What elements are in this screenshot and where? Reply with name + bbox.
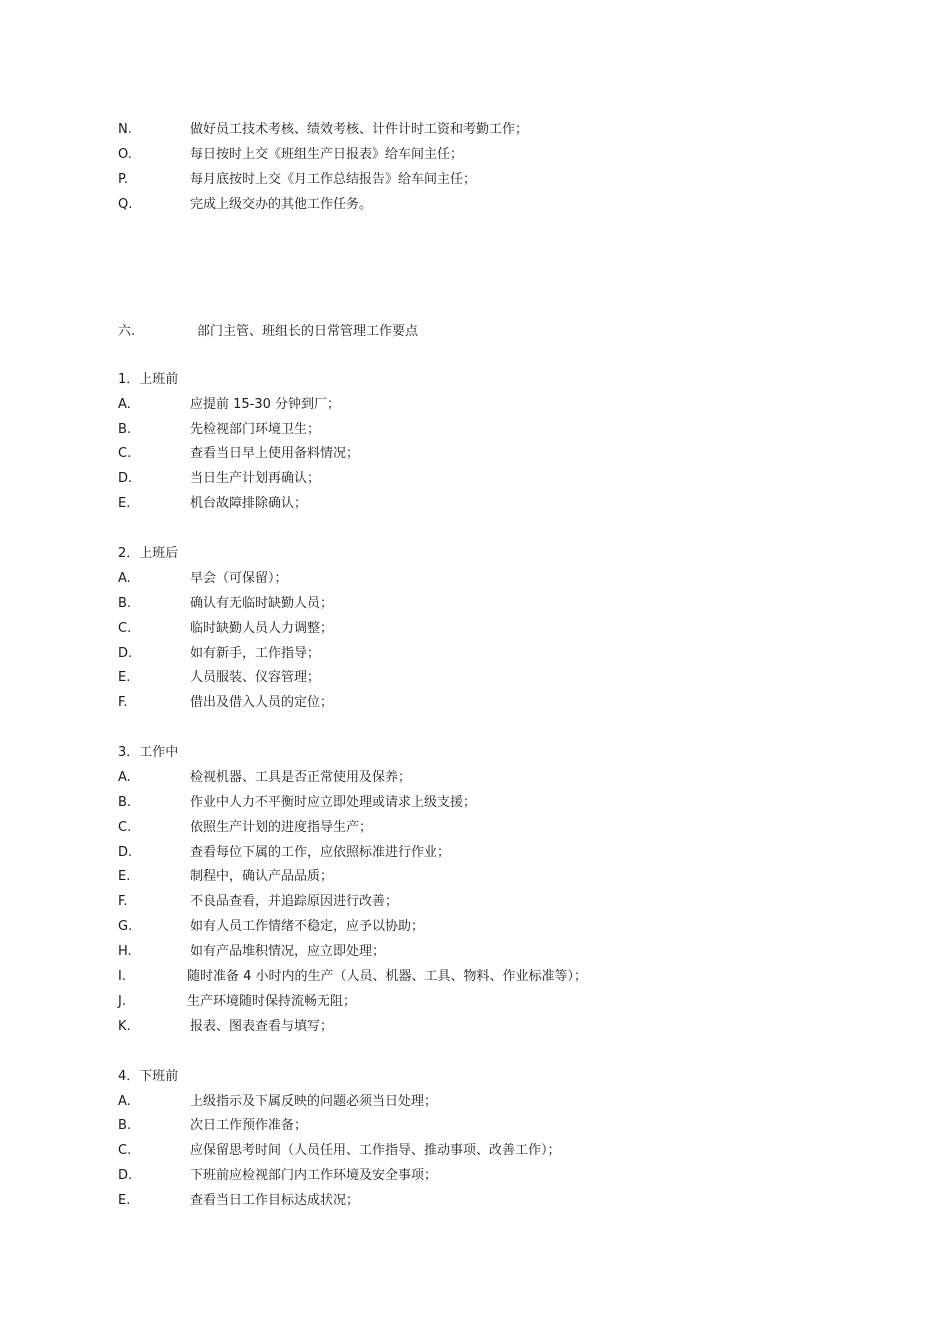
list-item: [118, 468, 320, 490]
list-item: [118, 1190, 359, 1212]
item-label: B.: [118, 795, 132, 810]
group-title: 3．工作中: [118, 745, 179, 760]
item-text: 临时缺勤人员人力调整；: [190, 621, 334, 636]
list-item: [118, 1091, 437, 1113]
list-item: [118, 394, 340, 416]
item-label: C.: [118, 820, 132, 835]
item-label: B.: [118, 422, 132, 437]
list-item: [118, 493, 307, 515]
item-label: J.: [118, 994, 126, 1009]
group-title: 4．下班前: [118, 1069, 179, 1084]
item-label: C.: [118, 446, 132, 461]
item-text: 作业中人力不平衡时应立即处理或请求上级支援；: [190, 795, 477, 810]
item-text: 做好员工技术考核、绩效考核、计件计时工资和考勤工作；: [190, 122, 529, 137]
list-item: [118, 817, 372, 839]
list-item: [118, 941, 385, 963]
list-item: [118, 667, 320, 689]
item-label: A.: [118, 770, 131, 785]
list-item: [118, 692, 333, 714]
item-label: B.: [118, 1118, 132, 1133]
list-item: [118, 194, 372, 216]
item-text: 人员服装、仪容管理；: [190, 670, 321, 685]
list-item: [118, 1016, 333, 1038]
item-label: D.: [118, 646, 133, 661]
item-text: 查看当日工作目标达成状况；: [190, 1193, 360, 1208]
item-label: K.: [118, 1019, 131, 1034]
item-label: D.: [118, 471, 133, 486]
item-text: 确认有无临时缺勤人员；: [190, 596, 334, 611]
item-text: 如有产品堆积情况，应立即处理；: [190, 944, 386, 959]
item-label: G.: [118, 919, 133, 934]
group-title: 2．上班后: [118, 546, 179, 561]
list-item: [118, 991, 356, 1013]
item-label: E.: [118, 869, 131, 884]
item-label: F.: [118, 894, 128, 909]
item-text: 不良品查看，并追踪原因进行改善；: [190, 894, 399, 909]
item-text: 下班前应检视部门内工作环境及安全事项；: [190, 1168, 438, 1183]
list-item: [118, 792, 476, 814]
list-item: [118, 443, 359, 465]
item-label: H.: [118, 944, 132, 959]
group-title: 1．上班前: [118, 372, 179, 387]
item-text: 生产环境随时保持流畅无阻；: [187, 994, 357, 1009]
item-text: 报表、图表查看与填写；: [190, 1019, 334, 1034]
item-text: 机台故障排除确认；: [190, 496, 308, 511]
list-item: [118, 1165, 437, 1187]
item-label: A.: [118, 1094, 131, 1109]
item-text: 依照生产计划的进度指导生产；: [190, 820, 373, 835]
item-text: 当日生产计划再确认；: [190, 471, 321, 486]
list-item: [118, 119, 528, 141]
item-label: P.: [118, 172, 128, 187]
list-item: [118, 1140, 561, 1162]
item-label: A.: [118, 571, 131, 586]
list-item: [118, 169, 476, 191]
item-label: D.: [118, 1168, 133, 1183]
item-label: I.: [118, 969, 126, 984]
item-label: E.: [118, 496, 131, 511]
item-label: A.: [118, 397, 131, 412]
list-item: [118, 618, 333, 640]
list-item: [118, 144, 463, 166]
item-label: E.: [118, 670, 131, 685]
item-text: 完成上级交办的其他工作任务。: [190, 197, 373, 212]
item-text: 先检视部门环境卫生；: [190, 422, 321, 437]
item-text: 借出及借入人员的定位；: [190, 695, 334, 710]
list-item: [118, 966, 587, 988]
item-text: 检视机器、工具是否正常使用及保养；: [190, 770, 412, 785]
list-item: [118, 1115, 307, 1137]
item-label: Q.: [118, 197, 133, 212]
item-text: 次日工作预作准备；: [190, 1118, 308, 1133]
list-item: [118, 891, 398, 913]
item-text: 如有人员工作情绪不稳定，应予以协助；: [190, 919, 425, 934]
item-text: 如有新手，工作指导；: [190, 646, 321, 661]
item-label: E.: [118, 1193, 131, 1208]
list-item: [118, 767, 411, 789]
item-text: 上级指示及下属反映的问题必须当日处理；: [190, 1094, 438, 1109]
item-label: C.: [118, 621, 132, 636]
item-text: 每月底按时上交《月工作总结报告》给车间主任；: [190, 172, 477, 187]
item-text: 查看每位下属的工作，应依照标准进行作业；: [190, 845, 451, 860]
item-text: 制程中，确认产品品质；: [190, 869, 334, 884]
item-label: B.: [118, 596, 132, 611]
section-heading: [118, 321, 418, 343]
item-label: O.: [118, 147, 132, 162]
section-number: 六.: [118, 324, 136, 339]
list-item: [118, 866, 333, 888]
item-label: F.: [118, 695, 128, 710]
item-label: N.: [118, 122, 132, 137]
item-text: 随时准备 4 小时内的生产（人员、机器、工具、物料、作业标准等）；: [187, 969, 588, 984]
section-title: 部门主管、班组长的日常管理工作要点: [197, 324, 419, 339]
list-item: [118, 842, 450, 864]
item-text: 查看当日早上使用备料情况；: [190, 446, 360, 461]
list-item: [118, 593, 333, 615]
list-item: [118, 916, 424, 938]
item-label: D.: [118, 845, 133, 860]
item-text: 早会（可保留）；: [190, 571, 288, 586]
item-text: 应保留思考时间（人员任用、工作指导、推动事项、改善工作）；: [190, 1143, 561, 1158]
item-label: C.: [118, 1143, 132, 1158]
list-item: [118, 568, 288, 590]
item-text: 每日按时上交《班组生产日报表》给车间主任；: [190, 147, 464, 162]
list-item: [118, 419, 320, 441]
item-text: 应提前 15-30 分钟到厂；: [190, 397, 341, 412]
list-item: [118, 643, 320, 665]
